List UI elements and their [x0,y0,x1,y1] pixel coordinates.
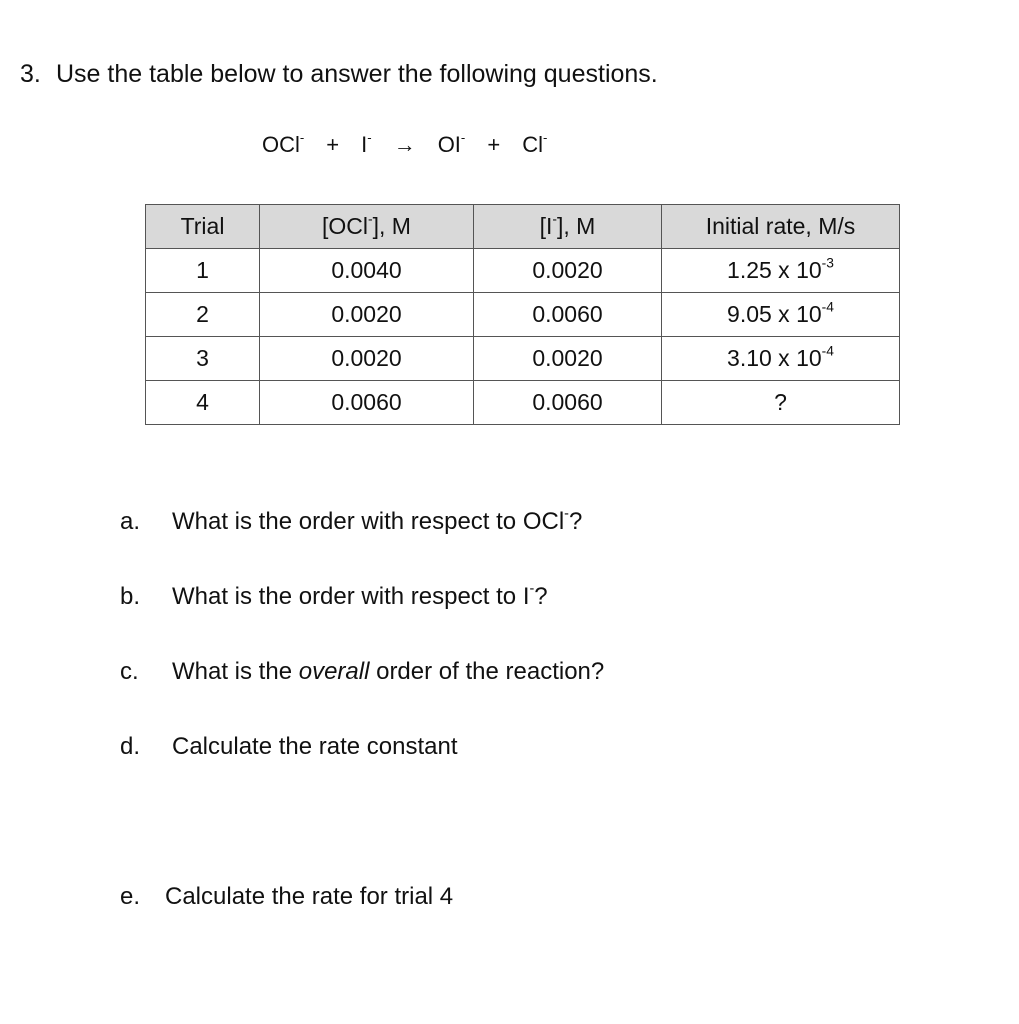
plus-sign: + [487,132,501,157]
question-d-letter: d. [120,733,141,760]
ocl-cell: 0.0020 [260,293,474,337]
ocl-cell: 0.0060 [260,381,474,425]
question-heading [20,60,658,89]
rate-data-table [145,204,900,425]
question-b-text: What is the order with respect to I-? [172,581,548,610]
question-a-letter: a. [120,508,141,535]
question-instruction: Use the table below to answer the following questions. [56,60,658,88]
question-c-letter: c. [120,658,139,685]
plus-sign: + [326,132,340,157]
question-d-text: Calculate the rate constant [172,733,458,760]
header-ocl-concentration: [OCl-], M [260,205,474,249]
question-b-letter: b. [120,583,141,610]
ocl-cell: 0.0040 [260,249,474,293]
trial-cell: 2 [146,293,260,337]
ocl-cell: 0.0020 [260,337,474,381]
reactant-i: I- [361,130,372,157]
reaction-arrow-icon: → [393,132,416,157]
header-i-concentration: [I-], M [474,205,662,249]
header-initial-rate: Initial rate, M/s [662,205,900,249]
trial-cell: 3 [146,337,260,381]
product-cl: Cl- [522,130,548,157]
table-row [146,381,900,425]
question-c-text: What is the overall order of the reaction? [172,658,605,685]
trial-cell: 4 [146,381,260,425]
i-cell: 0.0020 [474,337,662,381]
trial-cell: 1 [146,249,260,293]
table-row [146,337,900,381]
rate-cell: 9.05 x $10^{-4}$ [662,293,900,337]
question-e-text: Calculate the rate for trial 4 [165,883,454,910]
header-trial: Trial [146,205,260,249]
rate-cell: 1.25 x $10^{-3}$ [662,249,900,293]
i-cell: 0.0060 [474,293,662,337]
table-row [146,293,900,337]
question-a-text: What is the order with respect to OCl-? [172,506,583,535]
emphasis-overall: overall [298,658,370,685]
product-oi: OI- [437,130,466,157]
rate-cell: 3.10 x $10^{-4}$ [662,337,900,381]
table-header-row [146,205,900,249]
reactant-ocl: OCl- [262,130,305,157]
rate-cell: ? [662,381,900,425]
table-row [146,249,900,293]
question-number: 3. [20,60,41,88]
question-e-letter: e. [120,883,141,910]
reaction-equation [262,132,547,158]
i-cell: 0.0060 [474,381,662,425]
i-cell: 0.0020 [474,249,662,293]
